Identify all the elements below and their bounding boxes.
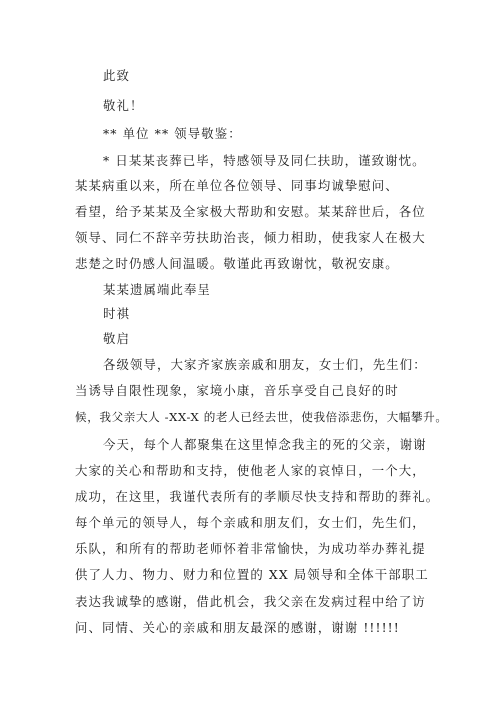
paragraph-line: 悲楚之时仍感人间温暖。敬谨此再致谢忱，敬祝安康。	[75, 256, 399, 271]
paragraph-line: 领导、同仁不辞辛劳扶助治丧，倾力相助，使我家人在极大	[75, 230, 426, 245]
paragraph-line: 问、同情、关心的亲戚和朋友最深的感谢，谢谢 !!!!!!	[75, 620, 400, 635]
letter-salutation: ** 单位 ** 领导敬鉴：	[103, 126, 242, 141]
paragraph-line: 表达我诚挚的感谢，借此机会，我父亲在发病过程中给了访	[75, 594, 426, 609]
paragraph-line: 大家的关心和帮助和支持，使他老人家的哀悼日，一个大，	[75, 463, 426, 478]
closing-jingli: 敬礼！	[103, 98, 144, 113]
paragraph-line: 成功，在这里，我谨代表所有的孝顺尽快支持和帮助的葬礼。	[75, 489, 440, 504]
paragraph-line: 今天，每个人都聚集在这里悼念我主的死的父亲，谢谢	[103, 437, 427, 452]
speech-greeting: 各级领导，大家齐家族亲戚和朋友，女士们，先生们：	[103, 357, 427, 372]
closing-jingqi: 敬启	[103, 331, 130, 346]
paragraph-line: 候，我父亲大人 -XX-X 的老人已经去世，使我倍添悲伤，大幅攀升。	[75, 410, 448, 424]
signature-line: 某某遗属端此奉呈	[103, 282, 211, 297]
paragraph-line: 每个单元的领导人，每个亲戚和朋友们，女士们，先生们，	[75, 515, 426, 530]
paragraph-line: 供了人力、物力、财力和位置的 XX 局领导和全体干部职工	[75, 567, 429, 582]
paragraph-line: 当诱导自限性现象，家境小康，音乐享受自己良好的时	[75, 383, 399, 398]
paragraph-line: 看望，给予某某及全家极大帮助和安慰。某某辞世后，各位	[75, 204, 426, 219]
paragraph-line: 乐队，和所有的帮助老师怀着非常愉快，为成功举办葬礼提	[75, 541, 426, 556]
paragraph-line: 某某病重以来，所在单位各位领导、同事均诚挚慰问、	[75, 178, 399, 193]
paragraph-line: * 日某某丧葬已毕，特感领导及同仁扶助，谨致谢忱。	[103, 153, 426, 168]
closing-shiqi: 时祺	[103, 306, 130, 321]
closing-zhizhi: 此致	[103, 68, 130, 83]
